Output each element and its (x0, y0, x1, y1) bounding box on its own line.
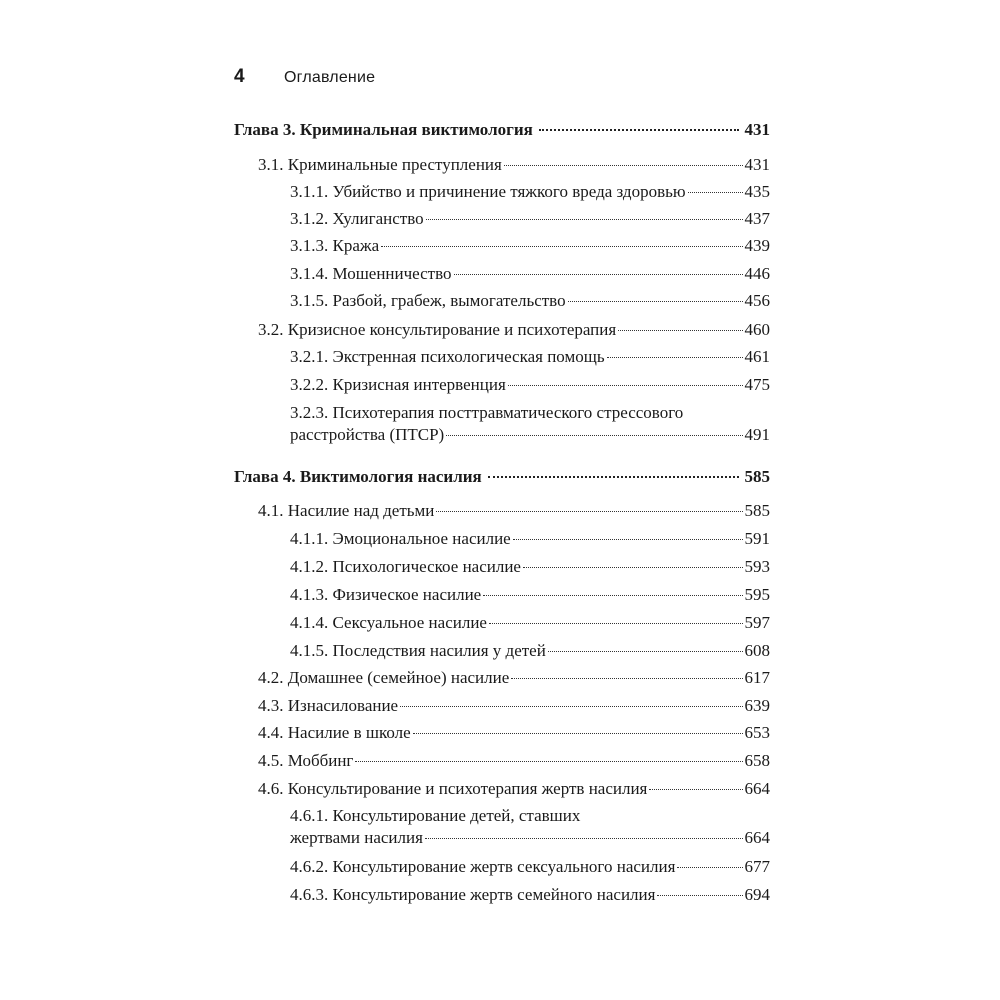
toc-subsection (290, 557, 770, 577)
toc-label: 3.1.1. Убийство и причинение тяжкого вреда здоровью (290, 182, 686, 201)
toc-subsection-line1: 4.6.1. Консультирование детей, ставших (290, 806, 581, 825)
toc-page: 461 (744, 347, 770, 366)
toc-page: 591 (744, 529, 770, 548)
dot-leader (618, 330, 742, 331)
toc-subsection (290, 641, 770, 661)
toc-page: 593 (744, 557, 770, 576)
toc-page: 617 (744, 668, 770, 687)
toc-page: 475 (744, 375, 770, 394)
toc-page: 456 (744, 291, 770, 310)
header-title: Оглавление (284, 69, 376, 86)
dot-leader (355, 761, 742, 762)
toc-label: 4.3. Изнасилование (258, 696, 399, 715)
dot-leader (688, 192, 743, 193)
toc-label: Глава 3. Криминальная виктимология (234, 120, 533, 139)
dot-leader (413, 733, 743, 734)
toc-label: 4.1.5. Последствия насилия у детей (290, 641, 546, 660)
toc-subsection (290, 236, 770, 256)
toc-label: 4.6. Консультирование и психотерапия жертв насилия (258, 779, 648, 798)
toc-label: 3.1.3. Кража (290, 236, 380, 255)
toc-section (258, 751, 770, 771)
dot-leader (425, 838, 743, 839)
toc-subsection (290, 425, 770, 445)
toc-page: 435 (744, 182, 770, 201)
toc-label: 4.1.4. Сексуальное насилие (290, 613, 487, 632)
toc-page: 446 (744, 264, 770, 283)
toc-label: расстройства (ПТСР) (290, 425, 445, 444)
toc-subsection (290, 828, 770, 848)
toc-page: 639 (744, 696, 770, 715)
toc-page: 585 (744, 501, 770, 520)
toc-subsection (290, 585, 770, 605)
toc-subsection (290, 209, 770, 229)
toc-page: 677 (744, 857, 770, 876)
toc-label: 3.2. Кризисное консультирование и психотерапия (258, 320, 617, 339)
dot-leader (657, 895, 742, 896)
toc-label: 4.6.3. Консультирование жертв семейного насилия (290, 885, 656, 904)
toc-page: 694 (744, 885, 770, 904)
dot-leader (508, 385, 743, 386)
toc-page: 597 (744, 613, 770, 632)
toc-label: 4.1. Насилие над детьми (258, 501, 435, 520)
toc-section (258, 155, 770, 175)
toc-label: 3.2.1. Экстренная психологическая помощь (290, 347, 605, 366)
toc-section (258, 668, 770, 688)
toc-page: 460 (744, 320, 770, 339)
dot-leader (511, 678, 742, 679)
dot-leader (607, 357, 743, 358)
toc-label: 4.4. Насилие в школе (258, 723, 411, 742)
dot-leader (454, 274, 743, 275)
toc-page: 491 (744, 425, 770, 444)
dot-leader (539, 129, 739, 131)
dot-leader (513, 539, 743, 540)
toc-section (258, 320, 770, 340)
dot-leader (436, 511, 742, 512)
toc-chapter (234, 120, 770, 140)
toc-label: 3.1.4. Мошенничество (290, 264, 452, 283)
toc-label: 4.5. Моббинг (258, 751, 354, 770)
toc-label: 3.2.2. Кризисная интервенция (290, 375, 506, 394)
dot-leader (568, 301, 743, 302)
toc-section (258, 779, 770, 799)
toc-label: 4.6.2. Консультирование жертв сексуального насилия (290, 857, 676, 876)
toc-page: 658 (744, 751, 770, 770)
toc-section (258, 696, 770, 716)
dot-leader (677, 867, 742, 868)
toc-chapter (234, 467, 770, 487)
dot-leader (489, 623, 743, 624)
toc-label: жертвами насилия (290, 828, 423, 847)
toc-label: 4.1.1. Эмоциональное насилие (290, 529, 511, 548)
toc-page: 431 (744, 155, 770, 174)
toc-section (258, 501, 770, 521)
page-number: 4 (234, 66, 245, 87)
toc-section (258, 723, 770, 743)
toc-page: 431 (744, 120, 770, 139)
toc-subsection (290, 613, 770, 633)
toc-subsection (290, 529, 770, 549)
dot-leader (504, 165, 743, 166)
dot-leader (426, 219, 743, 220)
toc-label: 4.1.3. Физическое насилие (290, 585, 482, 604)
page-header (234, 66, 375, 88)
toc-page: 608 (744, 641, 770, 660)
toc-label: 4.2. Домашнее (семейное) насилие (258, 668, 510, 687)
toc-label: 4.1.2. Психологическое насилие (290, 557, 521, 576)
toc-label: 3.1.5. Разбой, грабеж, вымогательство (290, 291, 566, 310)
toc-label: 3.1.2. Хулиганство (290, 209, 424, 228)
toc-subsection (290, 347, 770, 367)
dot-leader (523, 567, 743, 568)
dot-leader (446, 435, 742, 436)
toc-subsection (290, 182, 770, 202)
toc-subsection-line1: 3.2.3. Психотерапия посттравматического стрессового (290, 403, 684, 422)
dot-leader (400, 706, 742, 707)
toc-subsection (290, 375, 770, 395)
toc-page: 437 (744, 209, 770, 228)
toc-page: 653 (744, 723, 770, 742)
toc-label: Глава 4. Виктимология насилия (234, 467, 482, 486)
dot-leader (381, 246, 742, 247)
toc-page: 664 (744, 779, 770, 798)
dot-leader (483, 595, 742, 596)
toc-page: 595 (744, 585, 770, 604)
dot-leader (548, 651, 743, 652)
toc-subsection (290, 885, 770, 905)
toc-page: 439 (744, 236, 770, 255)
toc-subsection (290, 264, 770, 284)
toc-label: 3.1. Криминальные преступления (258, 155, 502, 174)
toc-subsection (290, 857, 770, 877)
dot-leader (649, 789, 742, 790)
dot-leader (488, 476, 739, 478)
toc-page: 585 (744, 467, 770, 486)
toc-page: 664 (744, 828, 770, 847)
toc-subsection (290, 291, 770, 311)
